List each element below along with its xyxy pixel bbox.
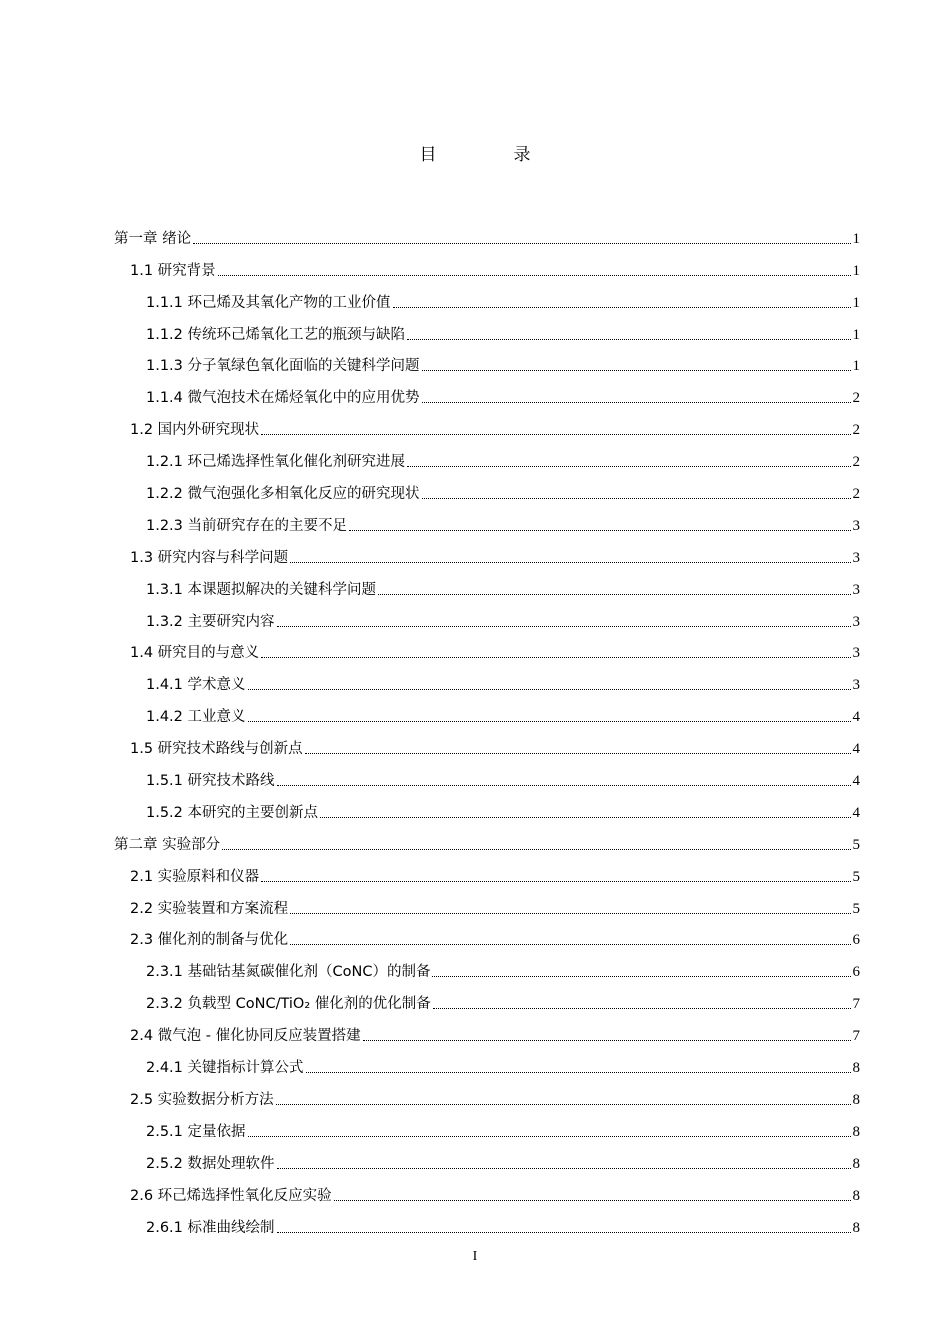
toc-entry-page: 5 (852, 868, 860, 885)
toc-entry-page: 3 (852, 517, 860, 534)
toc-entry-page: 1 (852, 358, 860, 375)
dot-leader (277, 785, 851, 786)
toc-entry-page: 2 (852, 390, 860, 407)
table-of-contents (114, 216, 860, 1237)
dot-leader (422, 402, 851, 403)
dot-leader (261, 881, 850, 882)
toc-entry-label: 2.5.2 数据处理软件 (146, 1155, 275, 1172)
toc-entry[interactable] (114, 854, 860, 886)
toc-entry-label: 1.3.1 本课题拟解决的关键科学问题 (146, 581, 377, 598)
dot-leader (422, 498, 851, 499)
toc-entry-label: 2.6.1 标准曲线绘制 (146, 1219, 275, 1236)
toc-entry[interactable] (114, 662, 860, 694)
toc-entry-page: 5 (852, 900, 860, 917)
toc-entry-page: 1 (852, 262, 860, 279)
toc-entry-label: 1.5.2 本研究的主要创新点 (146, 804, 319, 821)
toc-entry-label: 1.4.1 学术意义 (146, 677, 246, 694)
toc-entry-label: 1.2 国内外研究现状 (130, 422, 260, 439)
dot-leader (222, 849, 850, 850)
dot-leader (277, 626, 851, 627)
dot-leader (407, 339, 850, 340)
toc-entry-label: 2.4.1 关键指标计算公式 (146, 1060, 304, 1077)
toc-entry-label: 2.4 微气泡 - 催化协同反应装置搭建 (130, 1028, 361, 1045)
toc-entry-page: 1 (852, 230, 860, 247)
toc-entry[interactable] (114, 375, 860, 407)
toc-entry-label: 2.3 催化剂的制备与优化 (130, 932, 289, 949)
toc-entry[interactable] (114, 1141, 860, 1173)
toc-entry[interactable] (114, 1205, 860, 1237)
dot-leader (277, 1232, 851, 1233)
toc-entry-label: 2.1 实验原料和仪器 (130, 868, 260, 885)
toc-entry[interactable] (114, 1045, 860, 1077)
dot-leader (363, 1040, 851, 1041)
dot-leader (305, 753, 851, 754)
dot-leader (248, 689, 851, 690)
dot-leader (218, 275, 851, 276)
toc-entry[interactable] (114, 599, 860, 631)
toc-entry[interactable] (114, 1013, 860, 1045)
toc-entry-label: 1.5 研究技术路线与创新点 (130, 741, 303, 758)
toc-entry-label: 1.1.2 传统环己烯氧化工艺的瓶颈与缺陷 (146, 326, 406, 343)
toc-entry-label: 2.5.1 定量依据 (146, 1123, 246, 1140)
dot-leader (290, 944, 850, 945)
toc-entry-label: 1.2.3 当前研究存在的主要不足 (146, 517, 348, 534)
toc-entry-page: 1 (852, 326, 860, 343)
toc-entry-page: 8 (852, 1123, 860, 1140)
toc-entry-page: 2 (852, 486, 860, 503)
toc-entry-page: 8 (852, 1219, 860, 1236)
toc-entry-page: 3 (852, 677, 860, 694)
toc-entry[interactable] (114, 1109, 860, 1141)
toc-entry-label: 1.4.2 工业意义 (146, 709, 246, 726)
dot-leader (407, 466, 850, 467)
toc-entry-page: 6 (852, 964, 860, 981)
toc-entry-label: 1.2.2 微气泡强化多相氧化反应的研究现状 (146, 486, 420, 503)
toc-entry[interactable] (114, 439, 860, 471)
toc-entry-page: 8 (852, 1091, 860, 1108)
toc-entry-page: 3 (852, 581, 860, 598)
dot-leader (290, 562, 850, 563)
dot-leader (306, 1072, 851, 1073)
toc-entry-page: 8 (852, 1187, 860, 1204)
toc-entry[interactable] (114, 1077, 860, 1109)
toc-entry-page: 7 (852, 996, 860, 1013)
toc-entry-page: 3 (852, 613, 860, 630)
toc-entry-page: 2 (852, 422, 860, 439)
toc-entry-page: 4 (852, 741, 860, 758)
toc-entry-label: 2.3.2 负载型 CoNC/TiO₂ 催化剂的优化制备 (146, 996, 431, 1013)
toc-entry-page: 4 (852, 804, 860, 821)
dot-leader (277, 1168, 851, 1169)
dot-leader (349, 530, 850, 531)
toc-entry-label: 1.1 研究背景 (130, 262, 216, 279)
toc-entry[interactable] (114, 758, 860, 790)
toc-entry[interactable] (114, 726, 860, 758)
dot-leader (320, 817, 850, 818)
toc-entry-page: 4 (852, 709, 860, 726)
toc-entry[interactable] (114, 503, 860, 535)
dot-leader (276, 1104, 851, 1105)
toc-entry-label: 第一章 绪论 (114, 230, 192, 247)
toc-entry[interactable] (114, 949, 860, 981)
toc-entry[interactable] (114, 535, 860, 567)
toc-entry-page: 2 (852, 454, 860, 471)
dot-leader (422, 370, 851, 371)
dot-leader (393, 307, 851, 308)
toc-entry[interactable] (114, 280, 860, 312)
dot-leader (248, 1136, 851, 1137)
toc-entry-page: 1 (852, 294, 860, 311)
dot-leader (248, 721, 851, 722)
dot-leader (261, 657, 850, 658)
toc-entry-page: 7 (852, 1028, 860, 1045)
toc-entry-label: 1.3.2 主要研究内容 (146, 613, 275, 630)
toc-entry[interactable] (114, 790, 860, 822)
toc-entry-label: 2.6 环己烯选择性氧化反应实验 (130, 1187, 332, 1204)
toc-entry-label: 2.5 实验数据分析方法 (130, 1091, 274, 1108)
dot-leader (433, 1008, 851, 1009)
toc-entry-label: 1.3 研究内容与科学问题 (130, 549, 289, 566)
toc-entry[interactable] (114, 344, 860, 376)
toc-entry[interactable] (114, 822, 860, 854)
toc-entry-page: 4 (852, 773, 860, 790)
toc-entry-label: 1.5.1 研究技术路线 (146, 773, 275, 790)
dot-leader (290, 913, 850, 914)
dot-leader (261, 434, 850, 435)
toc-entry-page: 3 (852, 549, 860, 566)
toc-entry-label: 第二章 实验部分 (114, 836, 221, 853)
toc-entry-label: 1.4 研究目的与意义 (130, 645, 260, 662)
toc-entry-page: 5 (852, 836, 860, 853)
toc-entry-page: 3 (852, 645, 860, 662)
page-title: 目 录 (419, 145, 561, 165)
dot-leader (193, 243, 850, 244)
toc-entry-label: 1.1.3 分子氧绿色氧化面临的关键科学问题 (146, 358, 420, 375)
toc-entry[interactable] (114, 886, 860, 918)
dot-leader (334, 1200, 851, 1201)
toc-entry[interactable] (114, 312, 860, 344)
toc-entry[interactable] (114, 1173, 860, 1205)
toc-entry-label: 2.2 实验装置和方案流程 (130, 900, 289, 917)
toc-entry-label: 2.3.1 基础钴基氮碳催化剂（CoNC）的制备 (146, 964, 431, 981)
toc-entry[interactable] (114, 248, 860, 280)
toc-entry[interactable] (114, 216, 860, 248)
page-number: I (472, 1249, 478, 1264)
toc-entry[interactable] (114, 631, 860, 663)
toc-entry[interactable] (114, 981, 860, 1013)
toc-entry-page: 6 (852, 932, 860, 949)
toc-entry[interactable] (114, 918, 860, 950)
dot-leader (432, 976, 850, 977)
toc-entry-label: 1.1.4 微气泡技术在烯烃氧化中的应用优势 (146, 390, 420, 407)
toc-entry[interactable] (114, 694, 860, 726)
toc-entry-page: 8 (852, 1060, 860, 1077)
toc-entry-label: 1.2.1 环己烯选择性氧化催化剂研究进展 (146, 454, 406, 471)
toc-entry-label: 1.1.1 环己烯及其氧化产物的工业价值 (146, 294, 391, 311)
dot-leader (378, 594, 850, 595)
toc-entry[interactable] (114, 567, 860, 599)
toc-entry-page: 8 (852, 1155, 860, 1172)
toc-entry[interactable] (114, 407, 860, 439)
toc-entry[interactable] (114, 471, 860, 503)
